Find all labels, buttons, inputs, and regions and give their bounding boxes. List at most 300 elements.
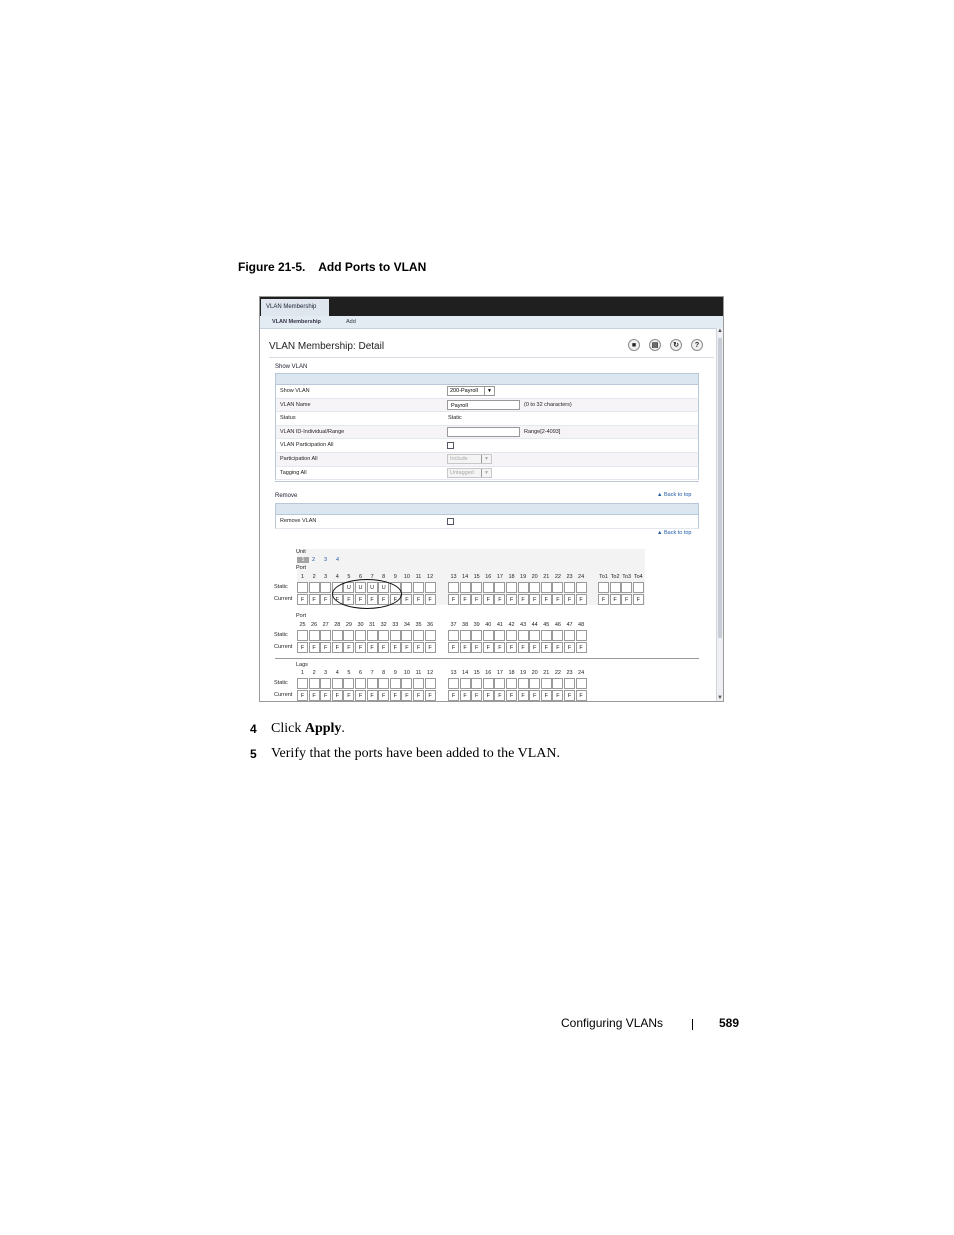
current-port-cell: F xyxy=(448,642,459,653)
current-port-cell: F xyxy=(506,642,517,653)
static-port-cell[interactable] xyxy=(506,678,517,689)
current-port-cell: F xyxy=(506,594,517,605)
static-port-cell[interactable]: U xyxy=(378,582,389,593)
port-number-unit1-b: 18 xyxy=(508,574,515,580)
current-port-cell: F xyxy=(401,594,412,605)
port-number-lag-a: 7 xyxy=(370,670,374,676)
static-port-cell[interactable] xyxy=(390,630,401,641)
current-port-cell: F xyxy=(367,690,378,701)
static-port-cell[interactable] xyxy=(367,630,378,641)
current-port-cell: F xyxy=(378,690,389,701)
vlan-participation-all-checkbox[interactable] xyxy=(447,442,454,449)
static-port-cell[interactable] xyxy=(541,630,552,641)
current-port-cell: F xyxy=(320,690,331,701)
port-number-unit1-d: 42 xyxy=(508,622,515,628)
port-number-lag-a: 10 xyxy=(403,670,410,676)
current-port-cell: F xyxy=(518,642,529,653)
port-number-unit1-c: 35 xyxy=(415,622,422,628)
unit-1-tab[interactable]: 1 xyxy=(297,557,309,563)
current-port-cell: F xyxy=(610,594,621,605)
current-label: Current xyxy=(274,692,293,698)
port-number-unit1-b: 16 xyxy=(485,574,492,580)
static-port-cell[interactable] xyxy=(552,678,563,689)
subnav-add[interactable]: Add xyxy=(346,319,356,325)
port-number-unit1-a: 3 xyxy=(324,574,328,580)
field-label: Status xyxy=(280,415,296,422)
static-port-cell[interactable] xyxy=(367,678,378,689)
row-vlan-name xyxy=(275,399,699,413)
static-port-cell[interactable] xyxy=(471,678,482,689)
page-title: VLAN Membership: Detail xyxy=(269,341,385,352)
scroll-down-icon[interactable]: ▼ xyxy=(717,695,723,701)
port-number-lag-b: 21 xyxy=(543,670,550,676)
tagging-all-select[interactable]: Untagged ▼ xyxy=(447,468,492,478)
unit-3-tab[interactable]: 3 xyxy=(324,557,328,563)
figure-number: Figure 21-5. xyxy=(238,260,306,274)
port-number-unit1-d: 48 xyxy=(578,622,585,628)
port-number-unit1-b: 20 xyxy=(531,574,538,580)
show-vlan-bottom-border xyxy=(275,481,699,482)
port-number-unit1-d: 41 xyxy=(496,622,503,628)
current-port-cell: F xyxy=(448,690,459,701)
static-port-cell[interactable] xyxy=(297,630,308,641)
current-port-cell: F xyxy=(460,642,471,653)
static-port-cell[interactable] xyxy=(483,630,494,641)
current-port-cell: F xyxy=(552,594,563,605)
current-port-cell: F xyxy=(529,594,540,605)
static-port-cell[interactable] xyxy=(610,582,621,593)
static-port-cell[interactable]: U xyxy=(343,582,354,593)
static-port-cell[interactable] xyxy=(471,630,482,641)
port-number-ten-gig: To1 xyxy=(599,574,608,580)
static-port-cell[interactable] xyxy=(448,582,459,593)
port-number-unit1-d: 39 xyxy=(473,622,480,628)
static-port-cell[interactable] xyxy=(506,582,517,593)
current-port-cell: F xyxy=(506,690,517,701)
port-number-lag-b: 20 xyxy=(531,670,538,676)
current-port-cell: F xyxy=(576,594,587,605)
static-port-cell[interactable] xyxy=(320,678,331,689)
show-vlan-select[interactable]: 200-Payroll ▼ xyxy=(447,386,495,396)
show-vlan-header-band xyxy=(275,373,699,385)
current-port-cell: F xyxy=(598,594,609,605)
footer-section-title: Configuring VLANs xyxy=(561,1016,664,1030)
port-number-unit1-c: 36 xyxy=(427,622,434,628)
current-port-cell: F xyxy=(541,690,552,701)
refresh-icon[interactable]: ↻ xyxy=(670,339,682,351)
static-port-cell[interactable] xyxy=(401,630,412,641)
current-port-cell: F xyxy=(518,594,529,605)
current-port-cell: F xyxy=(355,690,366,701)
current-port-cell: F xyxy=(552,690,563,701)
sub-navigation xyxy=(260,316,723,329)
field-label: VLAN Participation All xyxy=(280,442,334,449)
port-number-lag-b: 13 xyxy=(450,670,457,676)
current-port-cell: F xyxy=(494,642,505,653)
current-port-cell: F xyxy=(483,642,494,653)
static-port-cell[interactable] xyxy=(401,678,412,689)
static-port-cell[interactable] xyxy=(598,582,609,593)
section-remove: Remove xyxy=(275,493,298,499)
port-number-lag-a: 2 xyxy=(312,670,316,676)
static-port-cell[interactable] xyxy=(576,630,587,641)
current-port-cell: F xyxy=(564,690,575,701)
static-port-cell[interactable] xyxy=(506,630,517,641)
remove-header-band xyxy=(275,503,699,515)
static-port-cell[interactable] xyxy=(483,582,494,593)
tab-vlan-membership[interactable]: VLAN Membership xyxy=(261,299,329,316)
apply-term: Apply xyxy=(304,721,342,736)
current-port-cell: F xyxy=(343,690,354,701)
port-number-lag-a: 4 xyxy=(335,670,339,676)
current-port-cell: F xyxy=(413,642,424,653)
static-port-cell[interactable] xyxy=(401,582,412,593)
port-number-lag-b: 24 xyxy=(578,670,585,676)
current-label: Current xyxy=(274,596,293,602)
static-port-cell[interactable] xyxy=(425,630,436,641)
port-number-ten-gig: To4 xyxy=(633,574,643,580)
static-port-cell[interactable] xyxy=(297,582,308,593)
field-label: Participation All xyxy=(280,456,318,462)
port-number-ten-gig: To2 xyxy=(610,574,620,580)
current-port-cell: F xyxy=(401,642,412,653)
port-number-unit1-c: 34 xyxy=(403,622,410,628)
static-port-cell[interactable]: U xyxy=(367,582,378,593)
save-icon[interactable]: ■ xyxy=(628,339,640,351)
static-label: Static xyxy=(274,584,288,590)
port-number-unit1-b: 13 xyxy=(450,574,457,580)
scrollbar-thumb[interactable] xyxy=(718,338,722,638)
port-number-unit1-a: 1 xyxy=(300,574,305,580)
static-port-cell[interactable] xyxy=(378,678,389,689)
current-port-cell: F xyxy=(332,594,343,605)
current-port-cell: F xyxy=(471,690,482,701)
static-port-cell[interactable] xyxy=(309,630,320,641)
static-port-cell[interactable] xyxy=(448,630,459,641)
current-port-cell: F xyxy=(367,642,378,653)
static-port-cell[interactable] xyxy=(355,630,366,641)
current-port-cell: F xyxy=(309,690,320,701)
current-port-cell: F xyxy=(483,594,494,605)
static-port-cell[interactable] xyxy=(576,582,587,593)
port-number-unit1-d: 46 xyxy=(554,622,561,628)
port-number-unit1-c: 27 xyxy=(322,622,329,628)
current-port-cell: F xyxy=(367,594,378,605)
static-port-cell[interactable] xyxy=(518,582,529,593)
back-to-top-link[interactable]: ▲ Back to top xyxy=(657,492,692,498)
vlan-membership-screenshot xyxy=(259,296,724,702)
port-number-unit1-c: 33 xyxy=(392,622,399,628)
static-port-cell[interactable] xyxy=(494,582,505,593)
current-port-cell: F xyxy=(390,594,401,605)
current-port-cell: F xyxy=(401,690,412,701)
port-number-unit1-b: 23 xyxy=(566,574,573,580)
current-port-cell: F xyxy=(552,642,563,653)
port-number-unit1-b: 22 xyxy=(554,574,561,580)
current-port-cell: F xyxy=(518,690,529,701)
port-number-unit1-a: 5 xyxy=(347,574,351,580)
current-port-cell: F xyxy=(541,642,552,653)
static-port-cell[interactable] xyxy=(413,630,424,641)
static-port-cell[interactable] xyxy=(564,582,575,593)
remove-vlan-checkbox[interactable] xyxy=(447,518,454,525)
current-port-cell: F xyxy=(460,594,471,605)
port-label: Port xyxy=(296,565,307,571)
static-port-cell[interactable] xyxy=(529,630,540,641)
current-port-cell: F xyxy=(297,642,308,653)
static-port-cell[interactable] xyxy=(471,582,482,593)
port-number-unit1-d: 37 xyxy=(450,622,457,628)
static-port-cell[interactable]: U xyxy=(355,582,366,593)
current-port-cell: F xyxy=(564,594,575,605)
static-label: Static xyxy=(274,680,288,686)
static-port-cell[interactable] xyxy=(564,678,575,689)
current-port-cell: F xyxy=(378,594,389,605)
port-number-unit1-a: 8 xyxy=(382,574,386,580)
step-number: 5 xyxy=(250,747,257,761)
current-port-cell: F xyxy=(541,594,552,605)
port-number-lag-b: 17 xyxy=(496,670,503,676)
unit-4-tab[interactable]: 4 xyxy=(336,557,340,563)
unit-label: Unit xyxy=(296,549,306,555)
chevron-down-icon: ▼ xyxy=(484,387,494,395)
current-port-cell: F xyxy=(309,642,320,653)
scroll-up-icon[interactable]: ▲ xyxy=(717,328,723,334)
port-number-unit1-b: 17 xyxy=(496,574,503,580)
static-port-cell[interactable] xyxy=(355,678,366,689)
port-number-unit1-a: 7 xyxy=(370,574,374,580)
figure-title: Add Ports to VLAN xyxy=(318,260,427,274)
participation-all-select[interactable]: Include ▼ xyxy=(447,454,492,464)
port-number-unit1-b: 15 xyxy=(473,574,480,580)
static-port-cell[interactable] xyxy=(518,678,529,689)
static-port-cell[interactable] xyxy=(320,582,331,593)
port-number-unit1-b: 14 xyxy=(462,574,469,580)
current-port-cell: F xyxy=(425,642,436,653)
port-number-lag-b: 19 xyxy=(520,670,527,676)
static-port-cell[interactable] xyxy=(425,582,436,593)
lags-label: Lags xyxy=(296,662,308,668)
static-port-cell[interactable] xyxy=(378,630,389,641)
field-label: VLAN ID-Individual/Range xyxy=(280,428,345,435)
static-port-cell[interactable] xyxy=(529,678,540,689)
port-number-unit1-c: 32 xyxy=(380,622,387,628)
current-port-cell: F xyxy=(483,690,494,701)
current-port-cell: F xyxy=(320,594,331,605)
static-port-cell[interactable] xyxy=(460,678,471,689)
vlan-id-range-input[interactable] xyxy=(447,427,520,437)
port-number-unit1-c: 26 xyxy=(311,622,318,628)
static-port-cell[interactable] xyxy=(332,678,343,689)
top-tab-bar xyxy=(260,297,723,316)
static-port-cell[interactable] xyxy=(460,582,471,593)
current-port-cell: F xyxy=(332,642,343,653)
page-number: 589 xyxy=(719,1016,740,1030)
current-label: Current xyxy=(274,644,293,650)
row-vlan-participation-all xyxy=(275,439,699,453)
current-port-cell: F xyxy=(494,594,505,605)
current-port-cell: F xyxy=(297,690,308,701)
static-port-cell[interactable] xyxy=(413,582,424,593)
field-label: VLAN Name xyxy=(280,401,311,408)
static-port-cell[interactable] xyxy=(425,678,436,689)
current-port-cell: F xyxy=(529,690,540,701)
port-number-lag-b: 18 xyxy=(508,670,515,676)
step-text: Verify that the ports have been added to the VLAN. xyxy=(271,746,560,761)
row-remove-vlan xyxy=(275,515,699,529)
vertical-scrollbar[interactable] xyxy=(716,328,723,701)
static-port-cell[interactable] xyxy=(320,630,331,641)
vlan-name-input[interactable]: Payroll xyxy=(447,400,520,410)
port-number-ten-gig: To3 xyxy=(622,574,632,580)
static-port-cell[interactable] xyxy=(297,678,308,689)
static-port-cell[interactable] xyxy=(552,630,563,641)
current-port-cell: F xyxy=(355,642,366,653)
current-port-cell: F xyxy=(494,690,505,701)
port-number-unit1-d: 47 xyxy=(566,622,573,628)
port-number-lag-a: 12 xyxy=(427,670,434,676)
print-icon[interactable]: ▤ xyxy=(649,339,661,351)
current-port-cell: F xyxy=(529,642,540,653)
port-number-lag-a: 3 xyxy=(324,670,328,676)
current-port-cell: F xyxy=(448,594,459,605)
step-number: 4 xyxy=(250,722,257,736)
current-port-cell: F xyxy=(564,642,575,653)
static-port-cell[interactable] xyxy=(343,678,354,689)
current-port-cell: F xyxy=(297,594,308,605)
current-port-cell: F xyxy=(576,690,587,701)
current-port-cell: F xyxy=(576,642,587,653)
static-port-cell[interactable] xyxy=(483,678,494,689)
current-port-cell: F xyxy=(425,594,436,605)
static-port-cell[interactable] xyxy=(494,630,505,641)
static-port-cell[interactable] xyxy=(448,678,459,689)
current-port-cell: F xyxy=(355,594,366,605)
row-status xyxy=(275,412,699,426)
static-port-cell[interactable] xyxy=(541,582,552,593)
port-number-unit1-a: 6 xyxy=(358,574,363,580)
static-port-cell[interactable] xyxy=(343,630,354,641)
static-port-cell[interactable] xyxy=(390,678,401,689)
highlight-oval xyxy=(332,579,402,609)
current-port-cell: F xyxy=(390,690,401,701)
static-label: Static xyxy=(274,632,288,638)
static-port-cell[interactable] xyxy=(552,582,563,593)
port-number-unit1-c: 30 xyxy=(357,622,364,628)
current-port-cell: F xyxy=(332,690,343,701)
port-number-unit1-c: 29 xyxy=(345,622,352,628)
footer-divider xyxy=(692,1019,693,1030)
port-number-lag-a: 1 xyxy=(300,670,305,676)
current-port-cell: F xyxy=(378,642,389,653)
chevron-down-icon: ▼ xyxy=(481,469,491,477)
port-number-lag-b: 14 xyxy=(462,670,469,676)
static-port-cell[interactable] xyxy=(460,630,471,641)
static-port-cell[interactable] xyxy=(529,582,540,593)
port-number-unit1-b: 24 xyxy=(578,574,585,580)
static-port-cell[interactable] xyxy=(621,582,632,593)
back-to-top-link[interactable]: ▲ Back to top xyxy=(657,530,692,536)
port-label: Port xyxy=(296,613,307,619)
port-number-lag-b: 15 xyxy=(473,670,480,676)
current-port-cell: F xyxy=(471,642,482,653)
port-number-unit1-a: 9 xyxy=(393,574,397,580)
port-number-lag-b: 23 xyxy=(566,670,573,676)
static-port-cell[interactable] xyxy=(518,630,529,641)
help-icon[interactable]: ? xyxy=(691,339,703,351)
port-number-unit1-d: 40 xyxy=(485,622,492,628)
port-number-unit1-d: 44 xyxy=(531,622,538,628)
field-label: Show VLAN xyxy=(280,388,310,394)
port-number-unit1-a: 12 xyxy=(427,574,434,580)
port-number-unit1-d: 45 xyxy=(543,622,550,628)
port-number-unit1-c: 31 xyxy=(369,622,376,628)
port-number-lag-a: 6 xyxy=(358,670,363,676)
row-participation-all xyxy=(275,453,699,467)
port-number-unit1-d: 43 xyxy=(520,622,527,628)
port-number-lag-a: 11 xyxy=(415,670,422,676)
static-port-cell[interactable] xyxy=(576,678,587,689)
static-port-cell[interactable] xyxy=(309,582,320,593)
port-number-unit1-c: 25 xyxy=(299,622,306,628)
port-number-lag-b: 16 xyxy=(485,670,492,676)
static-port-cell[interactable] xyxy=(309,678,320,689)
row-show-vlan xyxy=(275,385,699,399)
port-number-lag-a: 9 xyxy=(393,670,397,676)
current-port-cell: F xyxy=(425,690,436,701)
current-port-cell: F xyxy=(413,594,424,605)
port-number-unit1-a: 10 xyxy=(403,574,410,580)
lags-divider xyxy=(275,658,699,659)
title-divider xyxy=(269,357,714,358)
current-port-cell: F xyxy=(390,642,401,653)
current-port-cell: F xyxy=(343,642,354,653)
port-number-unit1-a: 4 xyxy=(335,574,339,580)
subnav-vlan-membership[interactable]: VLAN Membership xyxy=(272,319,321,325)
row-vlan-id-range xyxy=(275,426,699,440)
port-number-lag-b: 22 xyxy=(554,670,561,676)
chevron-down-icon: ▼ xyxy=(481,455,491,463)
field-label: Remove VLAN xyxy=(280,518,317,524)
port-number-unit1-b: 21 xyxy=(543,574,550,580)
current-port-cell: F xyxy=(471,594,482,605)
current-port-cell: F xyxy=(460,690,471,701)
port-number-unit1-c: 28 xyxy=(334,622,341,628)
figure-caption xyxy=(238,260,426,274)
port-number-unit1-b: 19 xyxy=(520,574,527,580)
current-port-cell: F xyxy=(633,594,644,605)
port-number-lag-a: 8 xyxy=(382,670,386,676)
current-port-cell: F xyxy=(621,594,632,605)
current-port-cell: F xyxy=(413,690,424,701)
static-port-cell[interactable] xyxy=(633,582,644,593)
vlan-id-range-hint: Range[2-4093] xyxy=(524,428,561,435)
port-number-unit1-a: 2 xyxy=(312,574,316,580)
current-port-cell: F xyxy=(343,594,354,605)
static-port-cell[interactable] xyxy=(332,630,343,641)
static-port-cell[interactable] xyxy=(564,630,575,641)
current-port-cell: F xyxy=(320,642,331,653)
static-port-cell[interactable] xyxy=(413,678,424,689)
current-port-cell: F xyxy=(309,594,320,605)
field-label: Tagging All xyxy=(280,469,307,476)
vlan-name-hint: (0 to 32 characters) xyxy=(524,401,572,408)
port-number-unit1-d: 38 xyxy=(462,622,469,628)
static-port-cell[interactable] xyxy=(541,678,552,689)
static-port-cell[interactable] xyxy=(494,678,505,689)
unit-2-tab[interactable]: 2 xyxy=(312,557,316,563)
section-show-vlan: Show VLAN xyxy=(275,364,308,370)
